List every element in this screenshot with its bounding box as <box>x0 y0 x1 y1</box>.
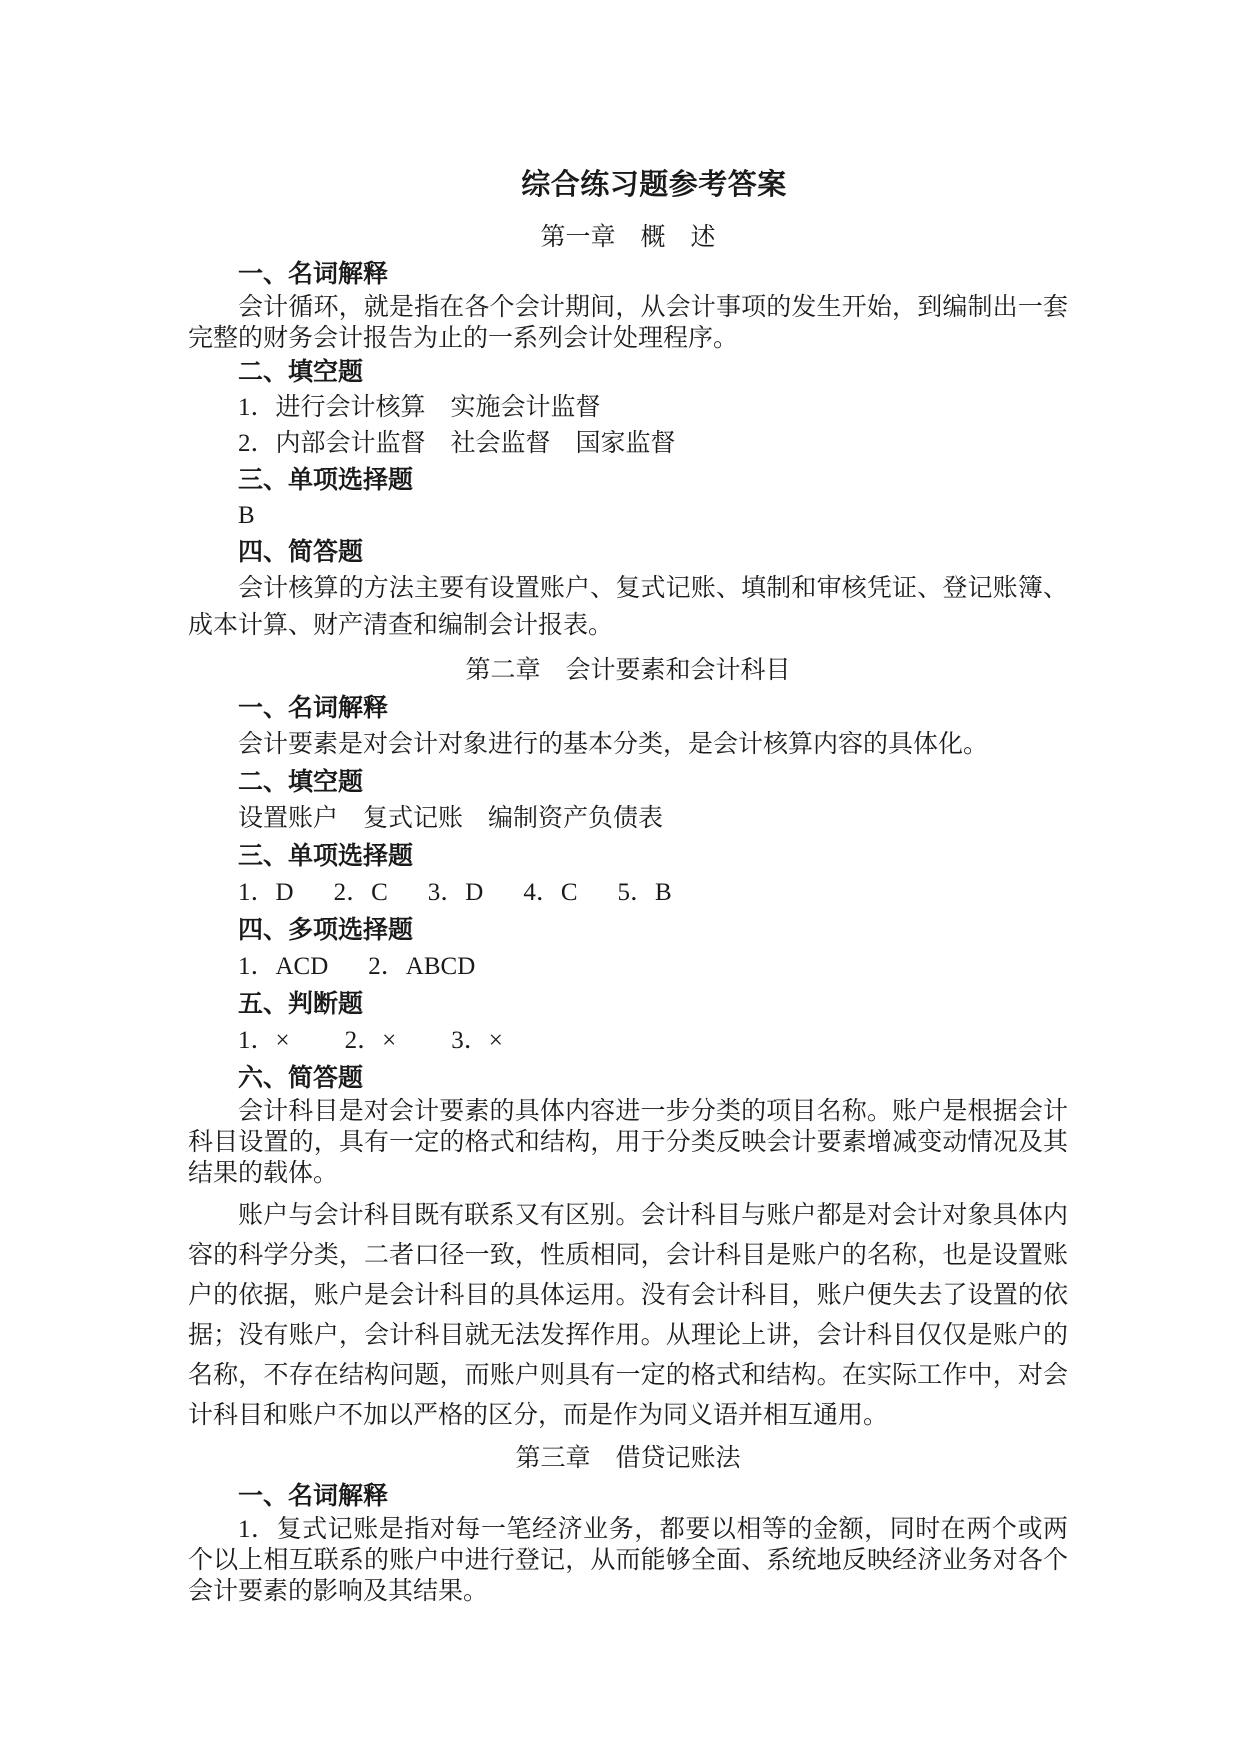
answer-item: 4．C <box>523 879 578 906</box>
answer-item: 3．D <box>427 879 484 906</box>
section-heading: 四、简答题 <box>238 537 364 566</box>
section-heading: 五、判断题 <box>238 989 364 1018</box>
answer-line: 2．内部会计监督 社会监督 国家监督 <box>238 430 676 457</box>
section-heading: 一、名词解释 <box>238 693 389 722</box>
section-heading: 三、单项选择题 <box>238 465 414 494</box>
chapter-heading: 第二章 会计要素和会计科目 <box>465 657 791 684</box>
chapter-heading: 第一章 概 述 <box>540 224 716 251</box>
chapter-3 <box>188 1440 1068 1607</box>
section-heading: 一、名词解释 <box>238 259 389 288</box>
chapter-heading: 第三章 借贷记账法 <box>515 1445 741 1472</box>
section-heading: 六、简答题 <box>238 1063 364 1092</box>
section-heading: 二、填空题 <box>238 357 364 386</box>
section-heading: 四、多项选择题 <box>238 915 414 944</box>
answer-item: 1．ACD <box>238 953 329 980</box>
answer-row <box>188 948 1068 985</box>
section-heading: 一、名词解释 <box>238 1481 389 1510</box>
document-title: 综合练习题参考答案 <box>521 167 787 201</box>
answer-line: 设置账户 复式记账 编制资产负债表 <box>238 805 664 832</box>
answer-line: 1．进行会计核算 实施会计监督 <box>238 394 601 421</box>
answer-item: 3．× <box>451 1027 503 1054</box>
answer-item: 2．ABCD <box>368 953 476 980</box>
answer-item: 2．× <box>344 1027 397 1054</box>
answer-item: 1．× <box>238 1027 290 1054</box>
section-heading: 三、单项选择题 <box>238 841 414 870</box>
paragraph: 会计核算的方法主要有设置账户、复式记账、填制和审核凭证、登记账簿、成本计算、财产清查和编制会计报表。 <box>188 575 1068 639</box>
answer-row <box>188 1022 1068 1059</box>
answer-item: 2．C <box>333 879 388 906</box>
chapter-2 <box>188 652 1068 1436</box>
paragraph: 1．复式记账是指对每一笔经济业务，都要以相等的金额，同时在两个或两个以上相互联系的账户中进行登记，从而能够全面、系统地反映经济业务对各个会计要素的影响及其结果。 <box>188 1516 1068 1605</box>
paragraph: 会计要素是对会计对象进行的基本分类，是会计核算内容的具体化。 <box>238 731 989 758</box>
paragraph: 账户与会计科目既有联系又有区别。会计科目与账户都是对会计对象具体内容的科学分类，二者口径一致，性质相同，会计科目是账户的名称，也是设置账户的依据，账户是会计科目的具体运用。没有会计科目，账户便失去了设置的依据；没有账户，会计科目就无法发挥作用。从理论上讲，会计科目仅仅是账户的名称，不存在结构问题，而账户则具有一定的格式和结构。在实际工作中，对会计科目和账户不加以严格的区分，而是作为同义语并相互通用。 <box>188 1202 1068 1429</box>
section-heading: 二、填空题 <box>238 767 364 796</box>
paragraph: 会计科目是对会计要素的具体内容进一步分类的项目名称。账户是根据会计科目设置的，具有一定的格式和结构，用于分类反映会计要素增减变动情况及其结果的载体。 <box>188 1098 1068 1187</box>
answer-item: 1．D <box>238 879 294 906</box>
answer-item: 5．B <box>617 879 672 906</box>
answer-line: B <box>238 502 255 529</box>
answer-key-body <box>188 161 1068 1607</box>
paragraph: 会计循环，就是指在各个会计期间，从会计事项的发生开始，到编制出一套完整的财务会计报告为止的一系列会计处理程序。 <box>188 294 1068 352</box>
answer-row <box>188 874 1068 911</box>
chapter-1 <box>188 219 1068 644</box>
